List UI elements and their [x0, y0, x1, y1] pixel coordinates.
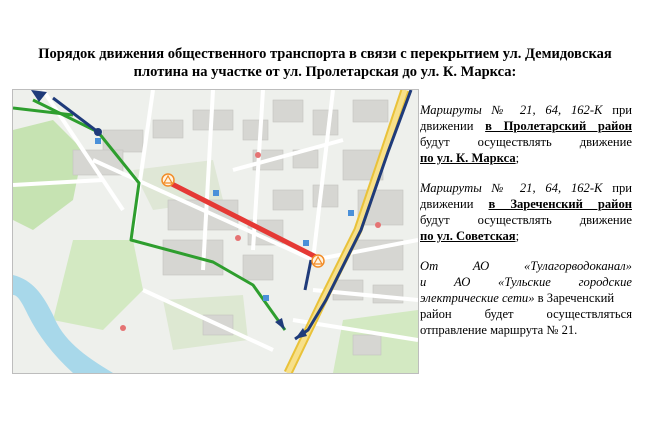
note-text: От АО [420, 259, 490, 273]
street-text: по ул. К. Маркса [420, 151, 516, 165]
route-map[interactable] [12, 89, 419, 374]
notes-panel [420, 102, 632, 352]
warning-icon [162, 174, 174, 186]
warning-icon [312, 255, 324, 267]
note-text: будут осуществлять движение [420, 135, 632, 149]
org-name: «Тулагорводоканал» [523, 259, 632, 273]
note-text: будут осуществлять движение [420, 213, 632, 227]
district-text: в Зареченский район [488, 197, 632, 211]
note-text: и АО [420, 275, 471, 289]
street-text: по ул. Советская [420, 229, 516, 243]
district-text: в Пролетарский район [485, 119, 632, 133]
note-text: в Зареченский [534, 291, 615, 305]
title-line-2: плотина на участке от ул. Пролетарская до ул. К. Маркса: [133, 64, 517, 80]
routes-text: Маршруты № 21, 64, 162-К [420, 181, 603, 195]
routes-text: Маршруты № 21, 64, 162-К [420, 103, 603, 117]
note-text: ; [515, 229, 520, 243]
map-canvas [13, 90, 418, 373]
note-text: ; [515, 151, 520, 165]
org-name: «Тульские городские [498, 275, 632, 289]
note-text: движении [420, 197, 474, 211]
page-title [20, 45, 630, 81]
note-text: отправление маршрута № 21. [420, 323, 578, 337]
note-text: при [612, 103, 632, 117]
note-text: район будет осуществляться [420, 307, 632, 321]
note-block-1 [420, 102, 632, 166]
note-block-3 [420, 258, 632, 338]
note-block-2 [420, 180, 632, 244]
org-name: электрические сети» [420, 291, 535, 305]
note-text: движении [420, 119, 474, 133]
junction-dot [94, 128, 102, 136]
note-text: при [612, 181, 632, 195]
title-line-1: Порядок движения общественного транспорта в связи с перекрытием ул. Демидовская [38, 46, 612, 62]
